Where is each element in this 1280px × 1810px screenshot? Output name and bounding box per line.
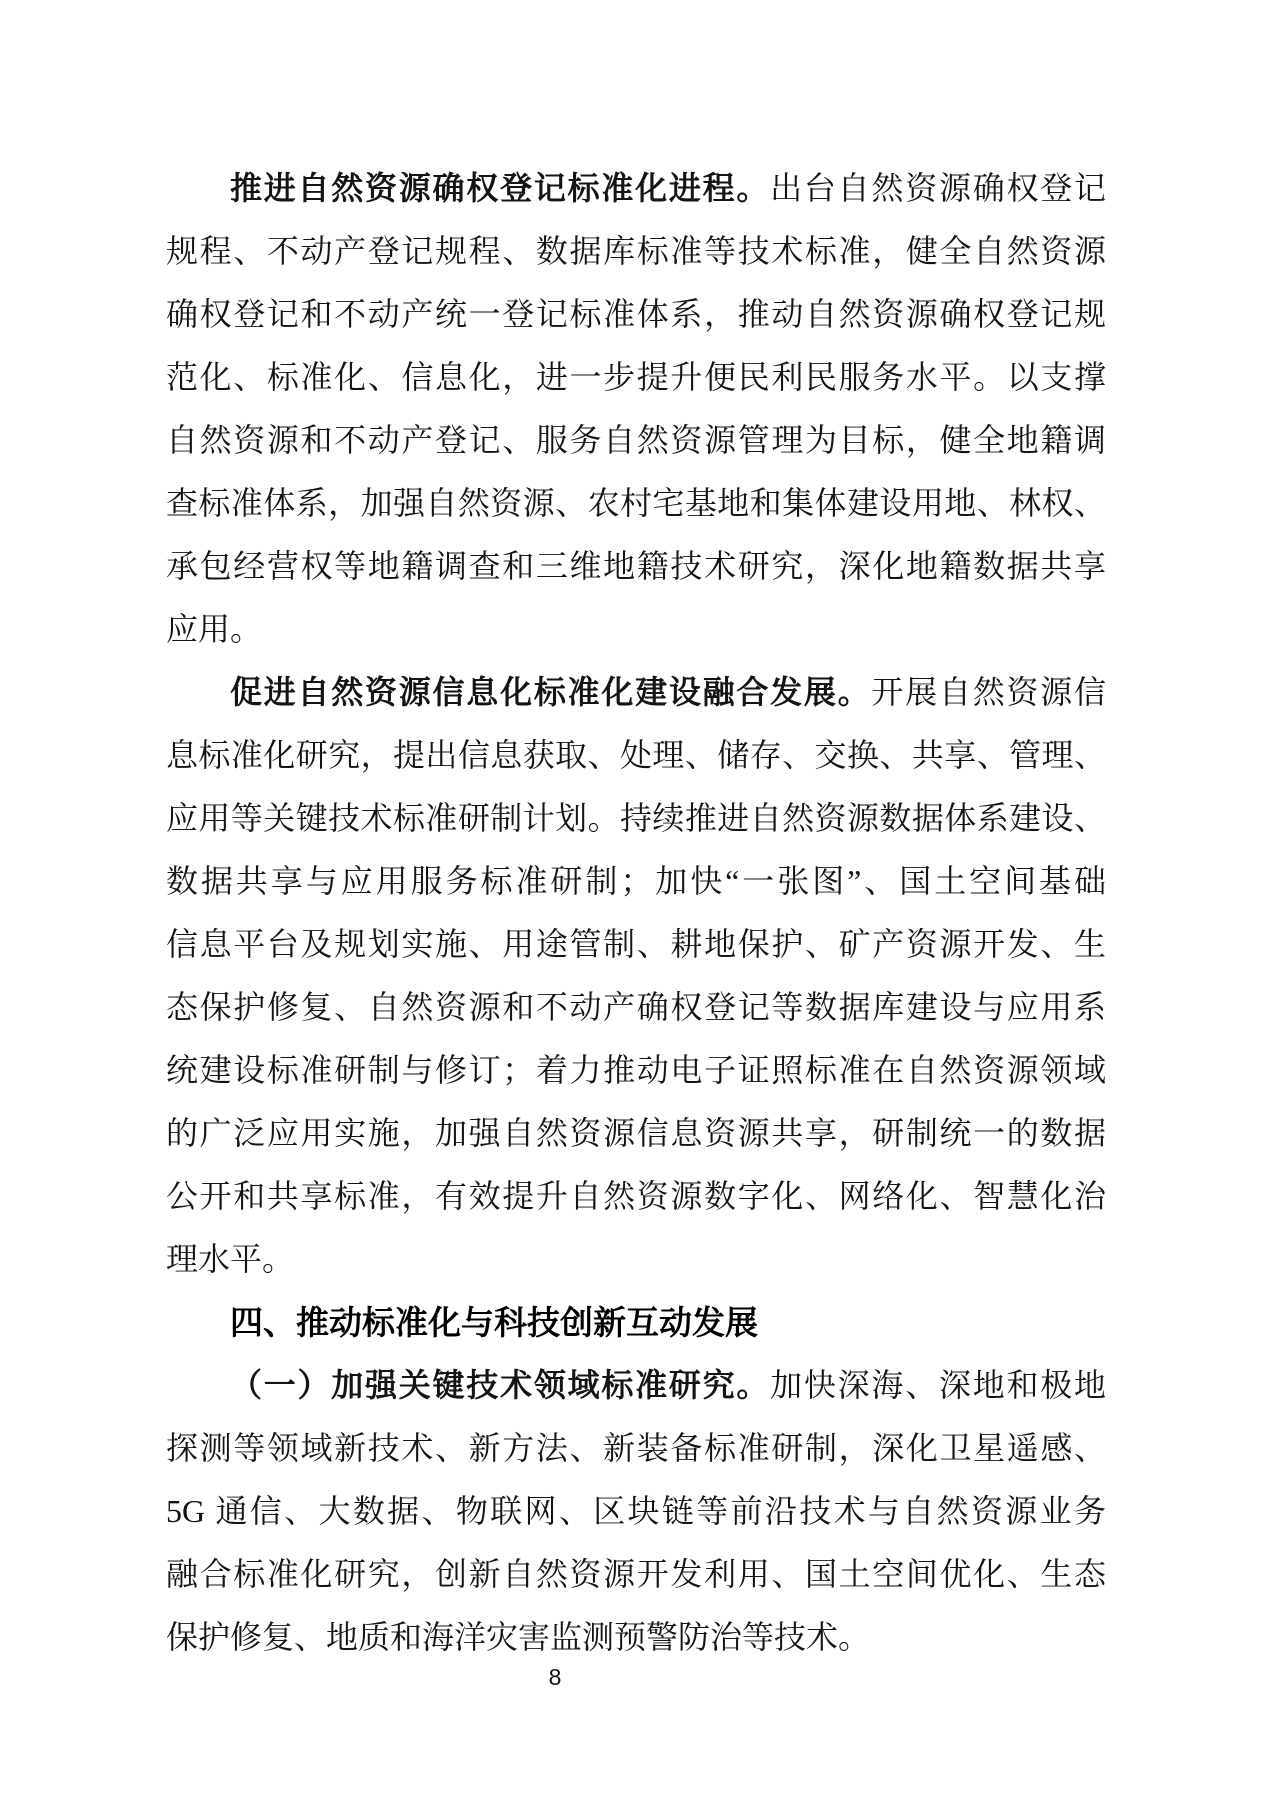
paragraph-3-line-5: 保护修复、地质和海洋灾害监测预警防治等技术。 — [166, 1619, 871, 1655]
paragraph-1-line-1 — [166, 157, 1106, 220]
paragraph-2-line-1 — [166, 661, 1106, 724]
paragraph-3-line-1 — [166, 1354, 1106, 1417]
paragraph-1-line-3: 确权登记和不动产统一登记标准体系，推动自然资源确权登记规 — [166, 296, 1106, 332]
paragraph-2-line-9: 公开和共享标准，有效提升自然资源数字化、网络化、智慧化治 — [166, 1178, 1106, 1214]
paragraph-2-line-4: 数据共享与应用服务标准研制；加快“一张图”、国土空间基础 — [166, 863, 1106, 899]
document-text-block — [166, 157, 1106, 1669]
paragraph-1-line-5: 自然资源和不动产登记、服务自然资源管理为目标，健全地籍调 — [166, 422, 1106, 458]
paragraph-3-line-2: 探测等领域新技术、新方法、新装备标准研制，深化卫星遥感、 — [166, 1430, 1106, 1466]
section-heading: 四、推动标准化与科技创新互动发展 — [230, 1304, 758, 1341]
paragraph-2-line-3: 应用等关键技术标准研制计划。持续推进自然资源数据体系建设、 — [166, 800, 1106, 836]
paragraph-2-line-5: 信息平台及规划实施、用途管制、耕地保护、矿产资源开发、生 — [166, 926, 1106, 962]
paragraph-1-line-7: 承包经营权等地籍调查和三维地籍技术研究，深化地籍数据共享 — [166, 548, 1106, 584]
paragraph-2-line-6: 态保护修复、自然资源和不动产确权登记等数据库建设与应用系 — [166, 989, 1106, 1025]
paragraph-1-lead: 推进自然资源确权登记标准化进程。 — [230, 170, 771, 206]
paragraph-2-line-2: 息标准化研究，提出信息获取、处理、储存、交换、共享、管理、 — [166, 737, 1106, 773]
paragraph-1-line-6: 查标准体系，加强自然资源、农村宅基地和集体建设用地、林权、 — [166, 485, 1106, 521]
paragraph-2-lead: 促进自然资源信息化标准化建设融合发展。 — [230, 674, 872, 710]
page-number: 8 — [548, 1664, 562, 1690]
paragraph-2-line-7: 统建设标准研制与修订；着力推动电子证照标准在自然资源领域 — [166, 1052, 1106, 1088]
paragraph-1-line-8: 应用。 — [166, 611, 263, 647]
paragraph-3-line-3: 5G 通信、大数据、物联网、区块链等前沿技术与自然资源业务 — [166, 1493, 1106, 1529]
paragraph-2-lead-rest: 开展自然资源信 — [871, 674, 1106, 710]
paragraph-2-line-8: 的广泛应用实施，加强自然资源信息资源共享，研制统一的数据 — [166, 1115, 1106, 1151]
paragraph-2-line-10: 理水平。 — [166, 1241, 295, 1277]
paragraph-1-line-4: 范化、标准化、信息化，进一步提升便民利民服务水平。以支撑 — [166, 359, 1106, 395]
paragraph-3-line-4: 融合标准化研究，创新自然资源开发利用、国土空间优化、生态 — [166, 1556, 1106, 1592]
paragraph-3-lead-rest: 加快深海、深地和极地 — [770, 1367, 1106, 1403]
paragraph-1-lead-rest: 出台自然资源确权登记 — [770, 170, 1106, 206]
paragraph-3-lead: （一）加强关键技术领域标准研究。 — [230, 1367, 771, 1403]
paragraph-1-line-2: 规程、不动产登记规程、数据库标准等技术标准，健全自然资源 — [166, 233, 1106, 269]
